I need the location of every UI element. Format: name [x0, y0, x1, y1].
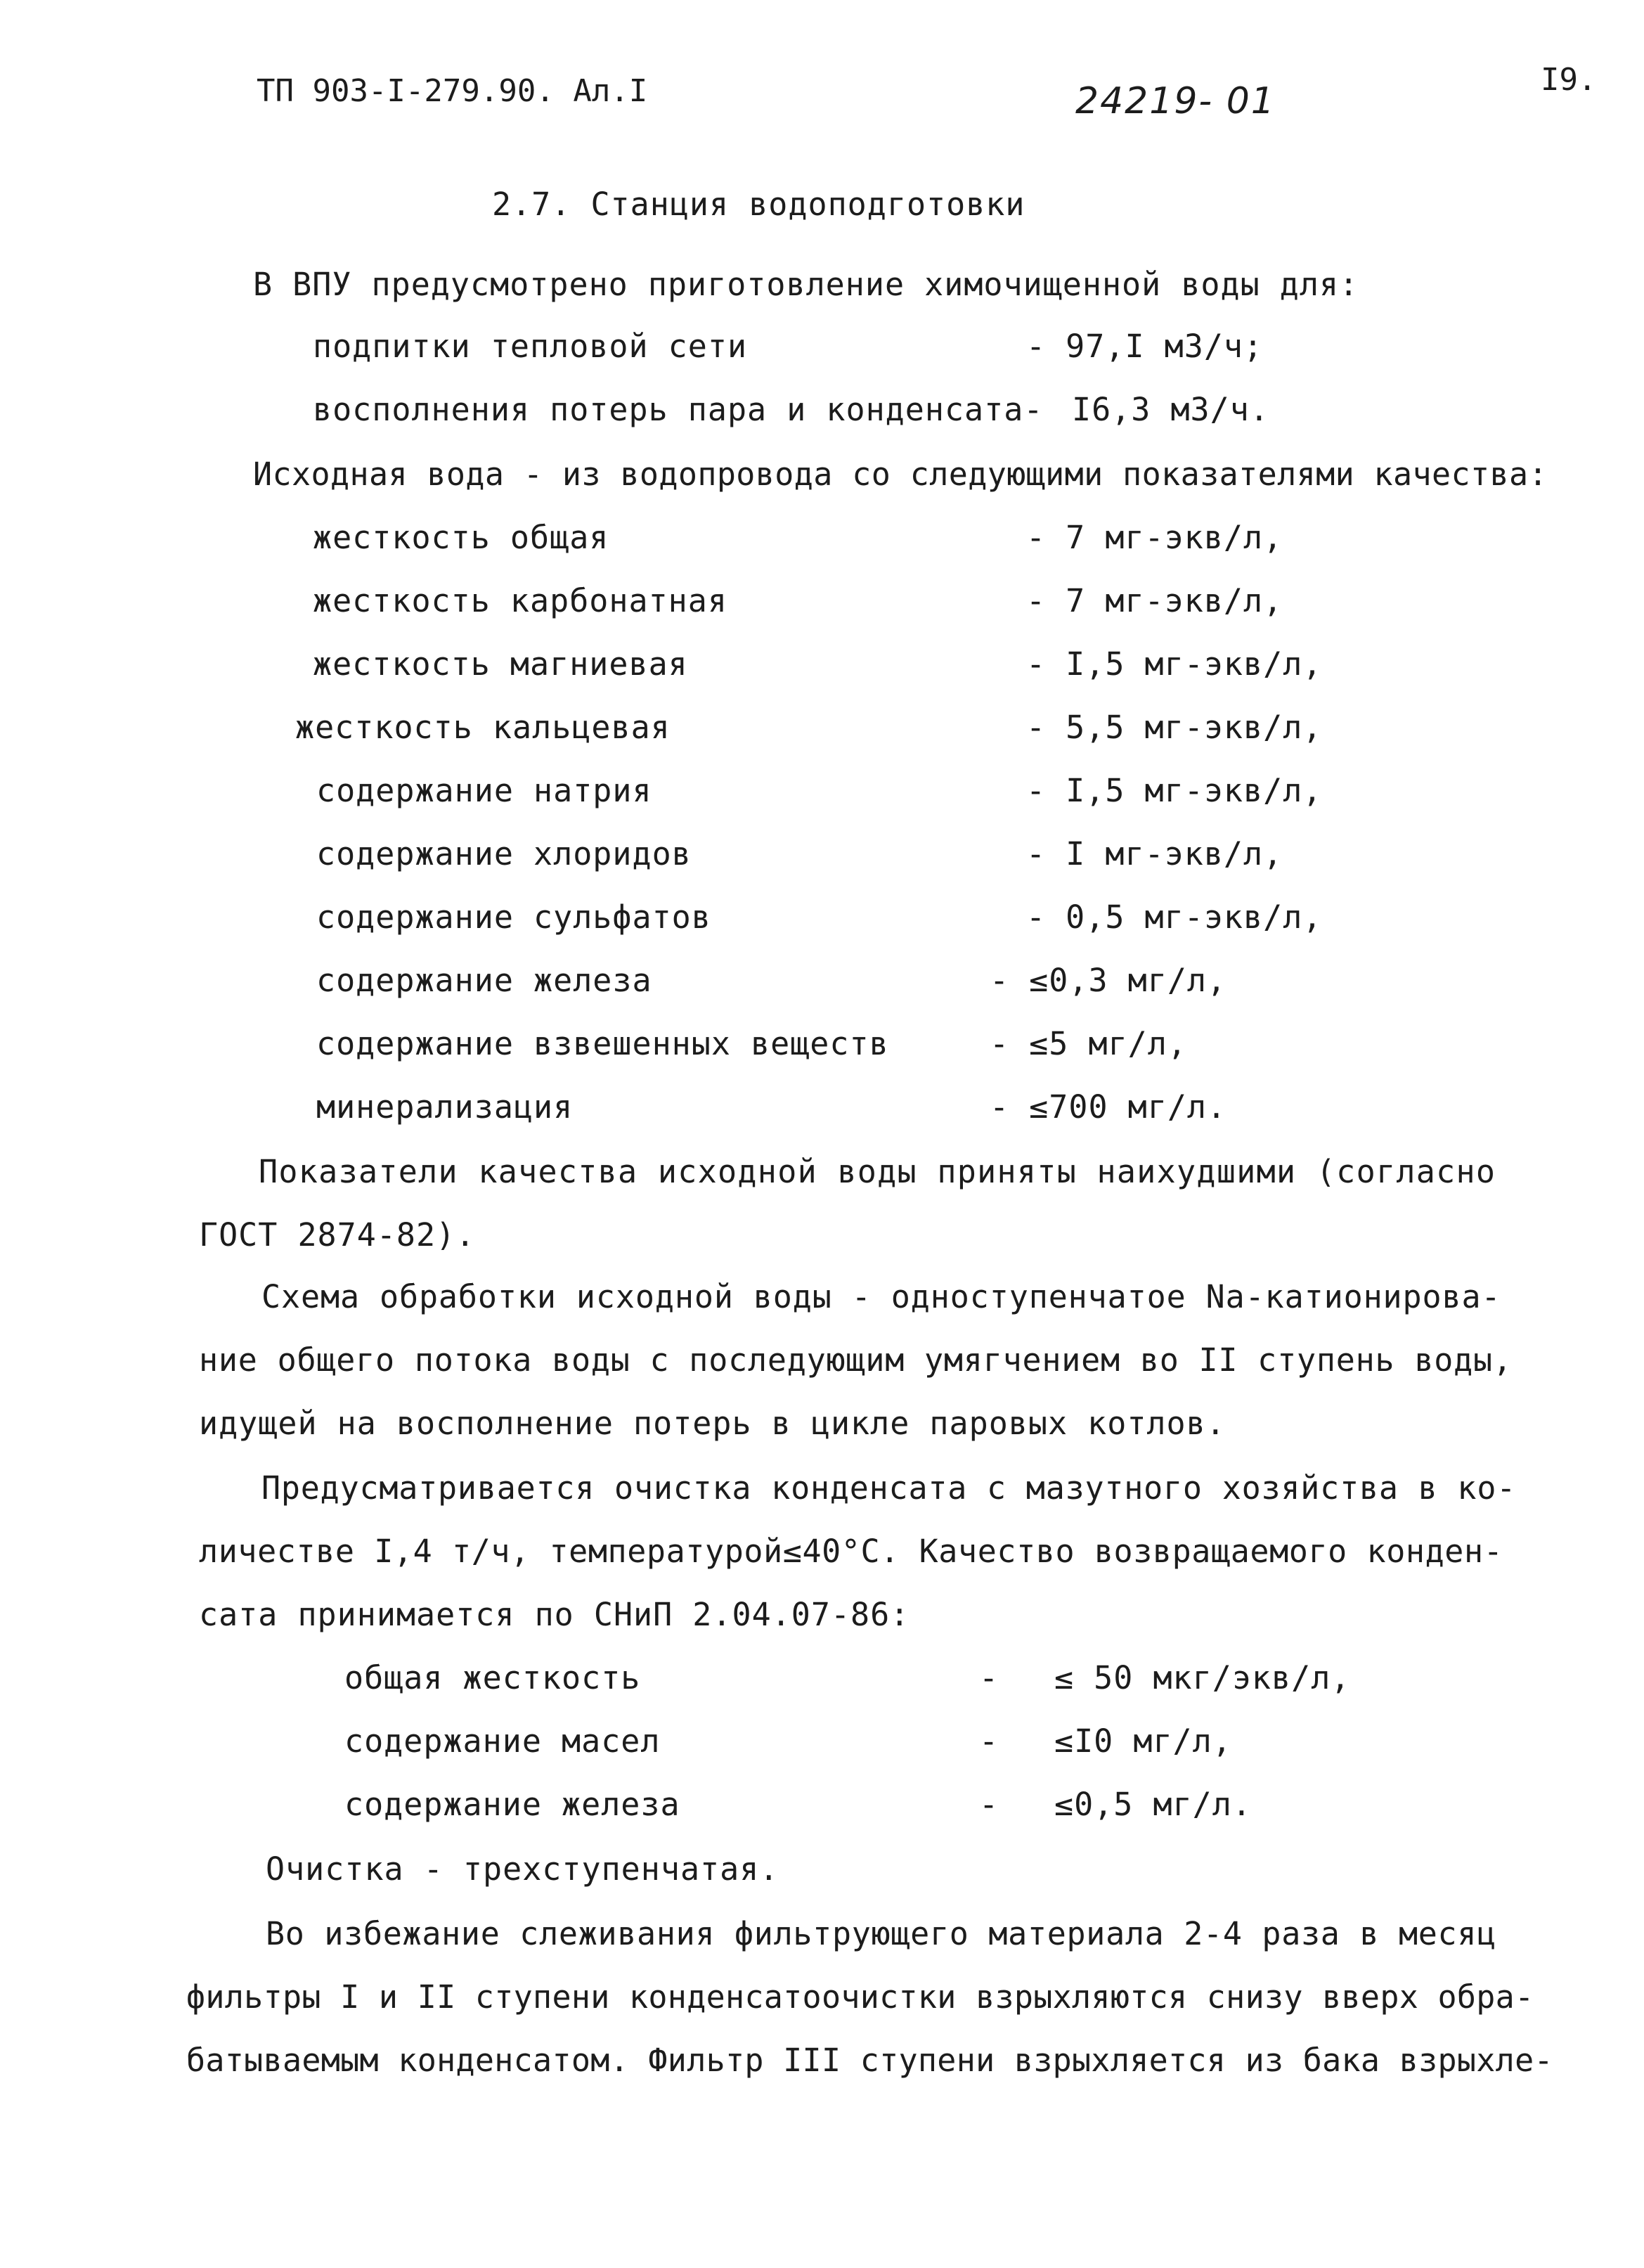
- source-param-label: содержание натрия: [316, 772, 652, 809]
- supply-label: восполнения потерь пара и конденсата-: [313, 391, 1044, 428]
- source-param-value: - I,5 мг-экв/л,: [1026, 645, 1323, 683]
- quality-note-line: ГОСТ 2874-82).: [199, 1216, 476, 1254]
- supply-value: I6,3 м3/ч.: [1072, 391, 1269, 428]
- handwritten-inventory-number: 24219- 01: [1075, 80, 1276, 122]
- condensate-param-dash: -: [979, 1722, 999, 1760]
- source-param-value: - ≤0,3 мг/л,: [990, 962, 1227, 999]
- document-code: ТП 903-I-279.90. Ал.I: [257, 73, 648, 109]
- condensate-param-value: ≤ 50 мкг/экв/л,: [1054, 1659, 1351, 1696]
- source-param-label: жесткость магниевая: [313, 645, 688, 683]
- page-number: I9.: [1541, 62, 1597, 98]
- source-param-label: минерализация: [316, 1088, 574, 1126]
- filters-line: фильтры I и II ступени конденсатоочистки взрыхляются снизу вверх обра-: [186, 1978, 1534, 2016]
- supply-value: - 97,I м3/ч;: [1026, 328, 1264, 365]
- condensate-param-label: общая жесткость: [344, 1659, 641, 1696]
- supply-label: подпитки тепловой сети: [313, 328, 748, 365]
- cleaning-line: Очистка - трехступенчатая.: [266, 1850, 779, 1888]
- source-param-value: - 0,5 мг-экв/л,: [1026, 898, 1323, 936]
- source-param-label: содержание взвешенных веществ: [316, 1025, 889, 1062]
- source-param-value: - ≤5 мг/л,: [990, 1025, 1187, 1062]
- scheme-line: идущей на восполнение потерь в цикле паровых котлов.: [199, 1405, 1226, 1442]
- intro-paragraph: В ВПУ предусмотрено приготовление химочищенной воды для:: [253, 266, 1359, 303]
- source-param-value: - I,5 мг-экв/л,: [1026, 772, 1323, 809]
- source-param-value: - ≤700 мг/л.: [990, 1088, 1227, 1126]
- condensate-param-value: ≤I0 мг/л,: [1054, 1722, 1232, 1760]
- source-param-label: жесткость общая: [313, 519, 609, 556]
- condensate-param-label: содержание масел: [344, 1722, 661, 1760]
- source-param-label: содержание сульфатов: [316, 898, 711, 936]
- filters-line: Во избежание слеживания фильтрующего материала 2-4 раза в месяц: [266, 1915, 1496, 1952]
- condensate-param-dash: -: [979, 1659, 999, 1696]
- scheme-line: ние общего потока воды с последующим умягчением во II ступень воды,: [199, 1341, 1513, 1379]
- condensate-line: Предусматривается очистка конденсата с мазутного хозяйства в ко-: [261, 1469, 1517, 1507]
- source-param-value: - 7 мг-экв/л,: [1026, 582, 1283, 619]
- quality-note-line: Показатели качества исходной воды приняты наихудшими (согласно: [259, 1153, 1496, 1190]
- source-param-value: - 7 мг-экв/л,: [1026, 519, 1283, 556]
- scheme-line: Схема обработки исходной воды - одноступенчатое Na-катионирова-: [261, 1278, 1501, 1315]
- source-param-label: жесткость кальцевая: [295, 709, 671, 746]
- source-param-label: содержание железа: [316, 962, 652, 999]
- condensate-param-value: ≤0,5 мг/л.: [1054, 1786, 1252, 1823]
- source-water-intro: Исходная вода - из водопровода со следующими показателями качества:: [253, 456, 1548, 493]
- condensate-line: сата принимается по СНиП 2.04.07-86:: [199, 1596, 910, 1633]
- condensate-line: личестве I,4 т/ч, температурой≤40°С. Качество возвращаемого конден-: [199, 1533, 1503, 1570]
- source-param-value: - 5,5 мг-экв/л,: [1026, 709, 1323, 746]
- condensate-param-label: содержание железа: [344, 1786, 680, 1823]
- filters-line: батываемым конденсатом. Фильтр III ступени взрыхляется из бака взрыхле-: [186, 2042, 1553, 2079]
- section-title: 2.7. Станция водоподготовки: [492, 186, 1025, 223]
- condensate-param-dash: -: [979, 1786, 999, 1823]
- source-param-value: - I мг-экв/л,: [1026, 835, 1283, 872]
- source-param-label: содержание хлоридов: [316, 835, 692, 872]
- source-param-label: жесткость карбонатная: [313, 582, 727, 619]
